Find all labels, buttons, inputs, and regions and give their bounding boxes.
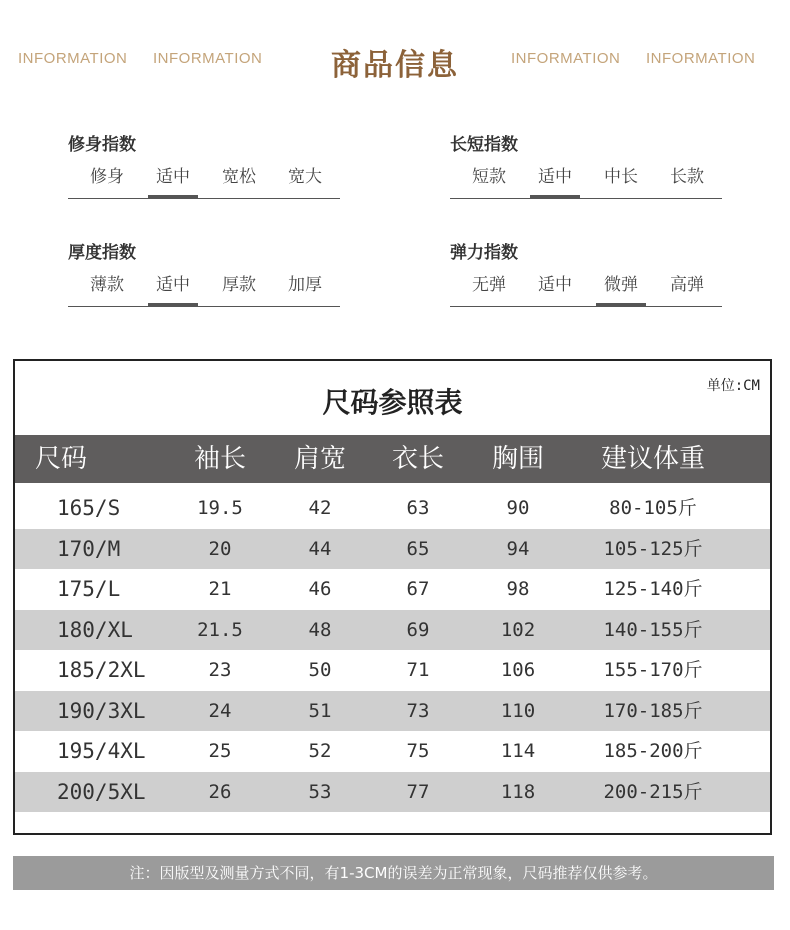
measure-cell: 125-140斤 <box>603 578 703 600</box>
index-option: 适中 <box>148 162 198 187</box>
measure-cell: 46 <box>308 578 332 600</box>
info-label-right-1: INFORMATION <box>511 50 621 67</box>
index-options <box>450 264 722 307</box>
measure-cell: 53 <box>308 780 332 803</box>
measure-cell: 65 <box>406 537 430 560</box>
table-header <box>15 435 770 483</box>
index-options <box>68 264 340 307</box>
index-title: 厚度指数 <box>68 243 136 263</box>
measure-cell: 80-105斤 <box>609 497 697 519</box>
index-title: 长短指数 <box>450 135 518 155</box>
measure-cell: 185-200斤 <box>603 740 703 762</box>
index-title: 弹力指数 <box>450 243 518 263</box>
table-row <box>15 691 770 731</box>
measure-cell: 140-155斤 <box>603 618 703 641</box>
elasticity-index <box>450 238 722 307</box>
index-options <box>450 156 722 199</box>
measure-cell: 106 <box>500 659 536 681</box>
measure-cell: 155-170斤 <box>603 659 703 681</box>
size-chart <box>13 359 772 835</box>
size-cell: 200/5XL <box>57 779 146 804</box>
table-row <box>15 610 770 650</box>
measure-cell: 94 <box>506 537 530 560</box>
size-cell: 175/L <box>57 577 121 601</box>
index-option: 适中 <box>530 162 580 187</box>
column-header: 袖长 <box>193 444 246 474</box>
measure-cell: 102 <box>500 618 536 641</box>
index-title: 修身指数 <box>68 135 136 155</box>
index-option: 修身 <box>90 167 124 187</box>
measure-cell: 200-215斤 <box>603 780 703 803</box>
size-cell: 170/M <box>57 536 121 561</box>
index-option: 短款 <box>472 167 506 187</box>
index-option: 长款 <box>670 167 704 187</box>
measure-cell: 20 <box>208 537 232 560</box>
table-row <box>15 529 770 569</box>
measure-cell: 77 <box>406 780 430 803</box>
measure-cell: 114 <box>500 740 536 762</box>
page-title: 商品信息 <box>331 48 459 83</box>
measure-cell: 69 <box>406 618 430 641</box>
index-option: 厚款 <box>222 275 256 295</box>
measure-cell: 19.5 <box>197 497 243 519</box>
measure-cell: 24 <box>208 699 232 722</box>
thickness-index <box>68 238 340 307</box>
measure-cell: 23 <box>208 659 232 681</box>
measure-cell: 52 <box>308 740 332 762</box>
table-row <box>15 650 770 690</box>
measure-cell: 26 <box>208 780 232 803</box>
measure-cell: 42 <box>308 497 332 519</box>
index-options <box>68 156 340 199</box>
measure-cell: 48 <box>308 618 332 641</box>
column-header: 建议体重 <box>600 444 705 474</box>
index-option: 宽大 <box>288 167 322 187</box>
index-option: 适中 <box>148 270 198 295</box>
column-header: 尺码 <box>35 444 88 474</box>
table-row <box>15 772 770 812</box>
measure-cell: 50 <box>308 659 332 681</box>
measure-cell: 51 <box>308 699 332 722</box>
measure-cell: 110 <box>500 699 536 722</box>
measure-cell: 25 <box>208 740 232 762</box>
table-title: 尺码参照表 <box>322 386 463 419</box>
index-option: 无弹 <box>472 275 506 295</box>
size-cell: 185/2XL <box>57 658 146 682</box>
info-label-left-2: INFORMATION <box>153 50 263 67</box>
size-cell: 180/XL <box>57 617 133 642</box>
measure-cell: 75 <box>406 740 430 762</box>
info-label-right-2: INFORMATION <box>646 50 756 67</box>
measure-cell: 73 <box>406 699 430 722</box>
size-cell: 165/S <box>57 496 121 520</box>
measure-cell: 44 <box>308 537 332 560</box>
table-row <box>15 569 770 609</box>
index-option: 加厚 <box>288 275 322 295</box>
disclaimer-note: 注：因版型及测量方式不同，有1-3CM的误差为正常现象，尺码推荐仅供参考。 <box>13 856 774 890</box>
measure-cell: 170-185斤 <box>603 699 703 722</box>
index-option: 中长 <box>604 167 638 187</box>
measure-cell: 21 <box>208 578 232 600</box>
index-option: 薄款 <box>90 275 124 295</box>
index-option: 适中 <box>538 275 572 295</box>
size-cell: 190/3XL <box>57 698 146 723</box>
index-option: 高弹 <box>670 275 704 295</box>
measure-cell: 71 <box>406 659 430 681</box>
measure-cell: 21.5 <box>197 618 243 641</box>
length-index <box>450 130 722 199</box>
table-row <box>15 488 770 528</box>
size-cell: 195/4XL <box>57 739 146 763</box>
info-label-left-1: INFORMATION <box>18 50 128 67</box>
measure-cell: 67 <box>406 578 430 600</box>
unit-label: 单位:CM <box>706 378 760 394</box>
index-option: 宽松 <box>222 167 256 187</box>
table-row <box>15 731 770 771</box>
measure-cell: 118 <box>500 780 536 803</box>
column-header: 胸围 <box>491 444 544 474</box>
measure-cell: 105-125斤 <box>603 537 703 560</box>
column-header: 衣长 <box>391 444 444 474</box>
measure-cell: 63 <box>406 497 430 519</box>
measure-cell: 98 <box>506 578 530 600</box>
column-header: 肩宽 <box>293 444 346 474</box>
measure-cell: 90 <box>506 497 530 519</box>
index-option: 微弹 <box>596 270 646 295</box>
fit-index <box>68 130 340 199</box>
info-header <box>0 40 790 83</box>
